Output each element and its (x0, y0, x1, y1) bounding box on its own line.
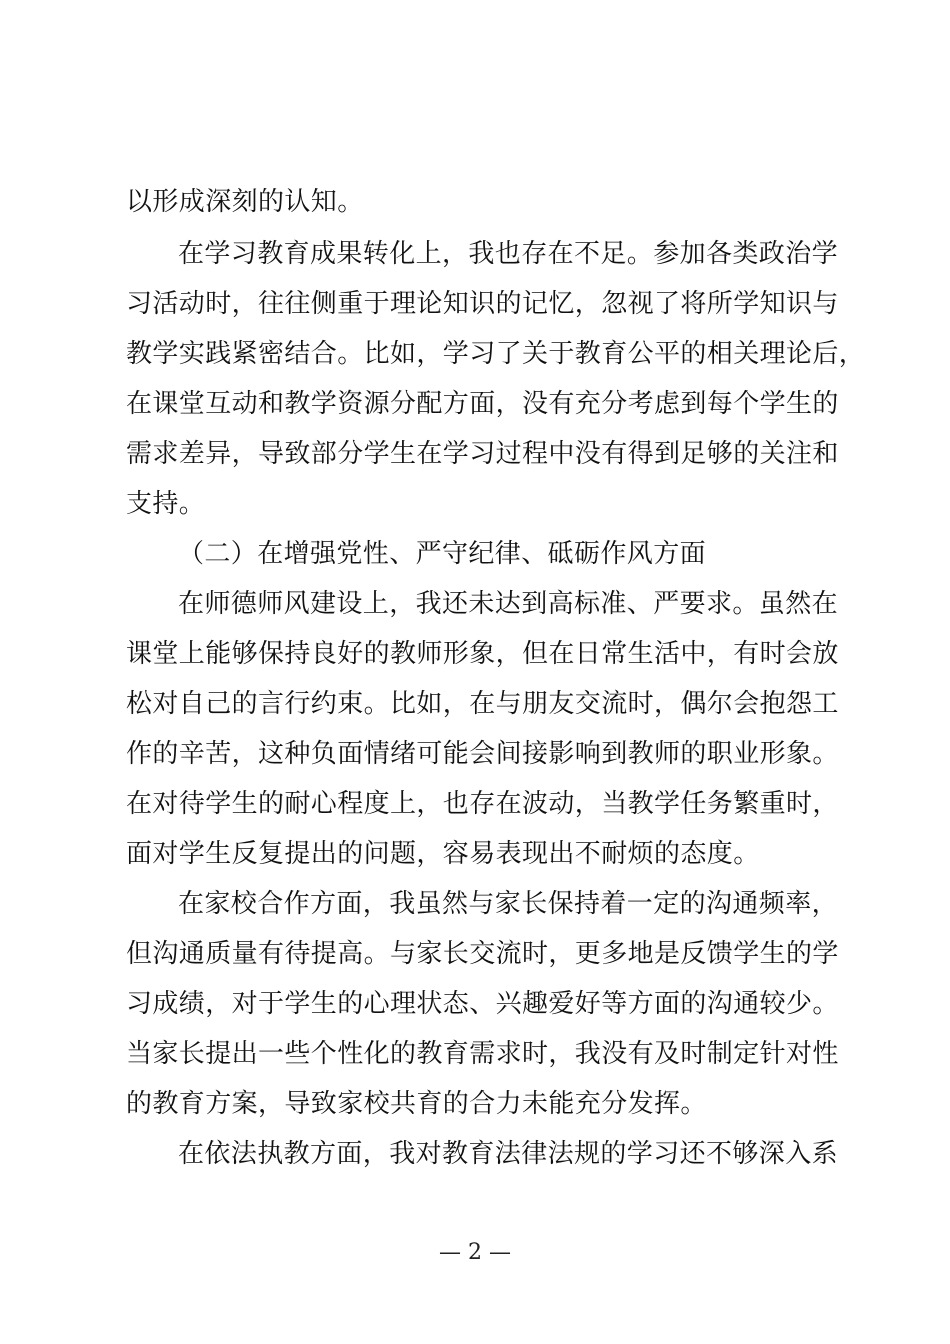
paragraph-first-line: 在学习教育成果转化上，我也存在不足。参加各类政治学 (178, 239, 839, 269)
body-text-line: 需求差异，导致部分学生在学习过程中没有得到足够的关注和 (126, 439, 839, 469)
paragraph-first-line: 在家校合作方面，我虽然与家长保持着一定的沟通频率， (178, 889, 839, 919)
body-text-line: 作的辛苦，这种负面情绪可能会间接影响到教师的职业形象。 (126, 739, 839, 769)
body-text-line: 松对自己的言行约束。比如，在与朋友交流时，偶尔会抱怨工 (126, 689, 839, 719)
section-heading: （二）在增强党性、严守纪律、砥砺作风方面 (178, 539, 707, 569)
body-text-line: 课堂上能够保持良好的教师形象，但在日常生活中，有时会放 (126, 639, 839, 669)
body-text-line: 习活动时，往往侧重于理论知识的记忆，忽视了将所学知识与 (126, 289, 839, 319)
body-text-line: 习成绩，对于学生的心理状态、兴趣爱好等方面的沟通较少。 (126, 989, 839, 1019)
body-text-line: 支持。 (126, 489, 206, 519)
body-text-line: 的教育方案，导致家校共育的合力未能充分发挥。 (126, 1089, 707, 1119)
paragraph-first-line: 在师德师风建设上，我还未达到高标准、严要求。虽然在 (178, 589, 839, 619)
body-text-line: 面对学生反复提出的问题，容易表现出不耐烦的态度。 (126, 839, 760, 869)
body-text-line: 教学实践紧密结合。比如，学习了关于教育公平的相关理论后， (126, 339, 866, 369)
paragraph-first-line: 在依法执教方面，我对教育法律法规的学习还不够深入系 (178, 1139, 839, 1169)
page-number: — 2 — (439, 1240, 511, 1265)
body-text-line: 在对待学生的耐心程度上，也存在波动，当教学任务繁重时， (126, 789, 839, 819)
body-text-line: 当家长提出一些个性化的教育需求时，我没有及时制定针对性 (126, 1039, 839, 1069)
body-text-line: 但沟通质量有待提高。与家长交流时，更多地是反馈学生的学 (126, 939, 839, 969)
body-text-line: 以形成深刻的认知。 (126, 187, 364, 217)
body-text-line: 在课堂互动和教学资源分配方面，没有充分考虑到每个学生的 (126, 389, 839, 419)
